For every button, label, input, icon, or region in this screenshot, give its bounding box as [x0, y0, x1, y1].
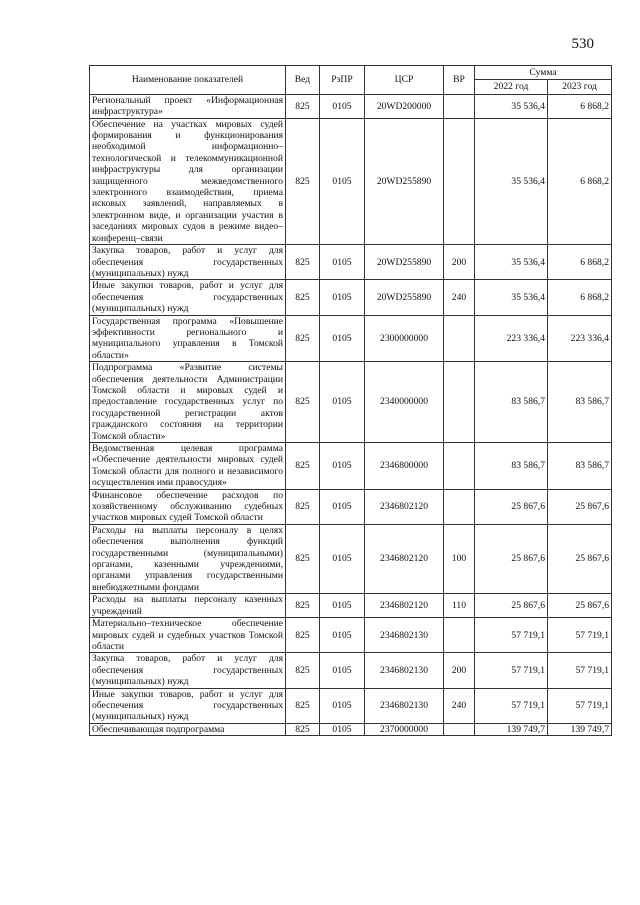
row-2023-cell: 57 719,1 [548, 653, 612, 688]
row-csr-cell: 2346802120 [365, 594, 444, 618]
row-vr-cell: 240 [444, 280, 475, 315]
row-2023-cell: 6 868,2 [548, 280, 612, 315]
table-row [90, 94, 612, 118]
row-ved-cell: 825 [286, 489, 320, 524]
row-ved-cell: 825 [286, 280, 320, 315]
table-row [90, 594, 612, 618]
row-csr-cell: 20WD255890 [365, 118, 444, 244]
row-ved-cell: 825 [286, 594, 320, 618]
row-2023-cell: 25 867,6 [548, 594, 612, 618]
row-vr-cell [444, 362, 475, 443]
header-rzpr: РзПР [320, 66, 365, 95]
row-name-cell: Материально–техническое обеспечение мировых судей и судебных участков Томской области [90, 618, 286, 653]
header-vr: ВР [444, 66, 475, 95]
row-ved-cell: 825 [286, 653, 320, 688]
table-row [90, 489, 612, 524]
table-row [90, 653, 612, 688]
row-name-cell: Финансовое обеспечение расходов по хозяйственному обслуживанию судебных участков мировых судей Томской области [90, 489, 286, 524]
row-name-cell: Государственная программа «Повышение эффективности регионального и муниципального управления в Томской области» [90, 315, 286, 362]
row-rzpr-cell: 0105 [320, 653, 365, 688]
row-ved-cell: 825 [286, 723, 320, 735]
row-csr-cell: 2346802120 [365, 489, 444, 524]
row-csr-cell: 2300000000 [365, 315, 444, 362]
row-rzpr-cell: 0105 [320, 118, 365, 244]
row-csr-cell: 2346802120 [365, 524, 444, 593]
row-csr-cell: 2346802130 [365, 618, 444, 653]
row-2022-cell: 57 719,1 [475, 653, 548, 688]
header-sum: Сумма [475, 66, 612, 80]
table-row [90, 443, 612, 490]
row-rzpr-cell: 0105 [320, 688, 365, 723]
row-2022-cell: 83 586,7 [475, 443, 548, 490]
row-name-cell: Региональный проект «Информационная инфраструктура» [90, 94, 286, 118]
table-row [90, 362, 612, 443]
row-rzpr-cell: 0105 [320, 315, 365, 362]
row-ved-cell: 825 [286, 688, 320, 723]
row-vr-cell: 100 [444, 524, 475, 593]
row-rzpr-cell: 0105 [320, 618, 365, 653]
table-row [90, 245, 612, 280]
row-2022-cell: 83 586,7 [475, 362, 548, 443]
header-2023: 2023 год [548, 80, 612, 94]
row-2022-cell: 25 867,6 [475, 489, 548, 524]
row-2023-cell: 25 867,6 [548, 524, 612, 593]
row-2022-cell: 35 536,4 [475, 94, 548, 118]
row-vr-cell [444, 723, 475, 735]
row-ved-cell: 825 [286, 245, 320, 280]
row-rzpr-cell: 0105 [320, 443, 365, 490]
row-2022-cell: 139 749,7 [475, 723, 548, 735]
row-2022-cell: 25 867,6 [475, 524, 548, 593]
row-2023-cell: 6 868,2 [548, 245, 612, 280]
budget-table [89, 65, 612, 736]
row-csr-cell: 2370000000 [365, 723, 444, 735]
row-name-cell: Подпрограмма «Развитие системы обеспечения деятельности Администрации Томской области и мировых судей и предоставление государственных услуг по государственной регистрации актов гражданского состояния на территории Томской области» [90, 362, 286, 443]
row-csr-cell: 20WD200000 [365, 94, 444, 118]
row-2022-cell: 57 719,1 [475, 618, 548, 653]
row-2023-cell: 83 586,7 [548, 443, 612, 490]
table-row [90, 118, 612, 244]
row-vr-cell: 200 [444, 653, 475, 688]
row-csr-cell: 2346802130 [365, 688, 444, 723]
row-2022-cell: 57 719,1 [475, 688, 548, 723]
row-csr-cell: 2340000000 [365, 362, 444, 443]
header-ved: Вед [286, 66, 320, 95]
row-2023-cell: 83 586,7 [548, 362, 612, 443]
row-name-cell: Закупка товаров, работ и услуг для обеспечения государственных (муниципальных) нужд [90, 245, 286, 280]
row-vr-cell: 110 [444, 594, 475, 618]
row-2023-cell: 139 749,7 [548, 723, 612, 735]
row-rzpr-cell: 0105 [320, 594, 365, 618]
table-row [90, 618, 612, 653]
row-vr-cell [444, 118, 475, 244]
row-rzpr-cell: 0105 [320, 723, 365, 735]
row-csr-cell: 20WD255890 [365, 245, 444, 280]
header-row [90, 66, 612, 80]
row-2022-cell: 35 536,4 [475, 118, 548, 244]
row-ved-cell: 825 [286, 362, 320, 443]
row-2022-cell: 25 867,6 [475, 594, 548, 618]
row-vr-cell [444, 443, 475, 490]
table-row [90, 315, 612, 362]
row-name-cell: Иные закупки товаров, работ и услуг для обеспечения государственных (муниципальных) нужд [90, 280, 286, 315]
row-2023-cell: 223 336,4 [548, 315, 612, 362]
row-csr-cell: 20WD255890 [365, 280, 444, 315]
row-name-cell: Обеспечение на участках мировых судей формирования и функционирования необходимой информационно–технологической и телекоммуникационной инфраструктуры для организации защищенного межведомственного электронного взаимодействия, приема исковых заявлений, направляемых в электронном виде, и организации участия в заседаниях мировых судов в режиме видео–конференц–связи [90, 118, 286, 244]
header-2022: 2022 год [475, 80, 548, 94]
row-2022-cell: 35 536,4 [475, 280, 548, 315]
row-ved-cell: 825 [286, 443, 320, 490]
row-2023-cell: 6 868,2 [548, 118, 612, 244]
row-2022-cell: 223 336,4 [475, 315, 548, 362]
row-ved-cell: 825 [286, 618, 320, 653]
page-number: 530 [571, 36, 594, 52]
row-name-cell: Обеспечивающая подпрограмма [90, 723, 286, 735]
row-vr-cell [444, 489, 475, 524]
row-ved-cell: 825 [286, 315, 320, 362]
row-name-cell: Закупка товаров, работ и услуг для обеспечения государственных (муниципальных) нужд [90, 653, 286, 688]
row-2022-cell: 35 536,4 [475, 245, 548, 280]
row-vr-cell [444, 94, 475, 118]
row-vr-cell: 240 [444, 688, 475, 723]
row-name-cell: Расходы на выплаты персоналу в целях обеспечения выполнения функций государственными (муниципальными) органами, казенными учреждениями, органами управления государственными внебюджетными фондами [90, 524, 286, 593]
table-row [90, 280, 612, 315]
table-row [90, 688, 612, 723]
header-csr: ЦСР [365, 66, 444, 95]
row-2023-cell: 6 868,2 [548, 94, 612, 118]
header-name: Наименование показателей [90, 66, 286, 95]
row-ved-cell: 825 [286, 118, 320, 244]
row-ved-cell: 825 [286, 524, 320, 593]
table-row [90, 723, 612, 735]
row-2023-cell: 25 867,6 [548, 489, 612, 524]
row-name-cell: Иные закупки товаров, работ и услуг для обеспечения государственных (муниципальных) нужд [90, 688, 286, 723]
row-rzpr-cell: 0105 [320, 362, 365, 443]
row-vr-cell [444, 618, 475, 653]
row-name-cell: Расходы на выплаты персоналу казенных учреждений [90, 594, 286, 618]
table-row [90, 524, 612, 593]
row-2023-cell: 57 719,1 [548, 618, 612, 653]
row-rzpr-cell: 0105 [320, 280, 365, 315]
row-rzpr-cell: 0105 [320, 245, 365, 280]
row-csr-cell: 2346800000 [365, 443, 444, 490]
row-vr-cell: 200 [444, 245, 475, 280]
row-ved-cell: 825 [286, 94, 320, 118]
row-2023-cell: 57 719,1 [548, 688, 612, 723]
row-rzpr-cell: 0105 [320, 524, 365, 593]
row-csr-cell: 2346802130 [365, 653, 444, 688]
row-rzpr-cell: 0105 [320, 489, 365, 524]
table-body [90, 94, 612, 735]
row-vr-cell [444, 315, 475, 362]
row-rzpr-cell: 0105 [320, 94, 365, 118]
row-name-cell: Ведомственная целевая программа «Обеспечение деятельности мировых судей Томской области для полного и независимого осуществления ими правосудия» [90, 443, 286, 490]
